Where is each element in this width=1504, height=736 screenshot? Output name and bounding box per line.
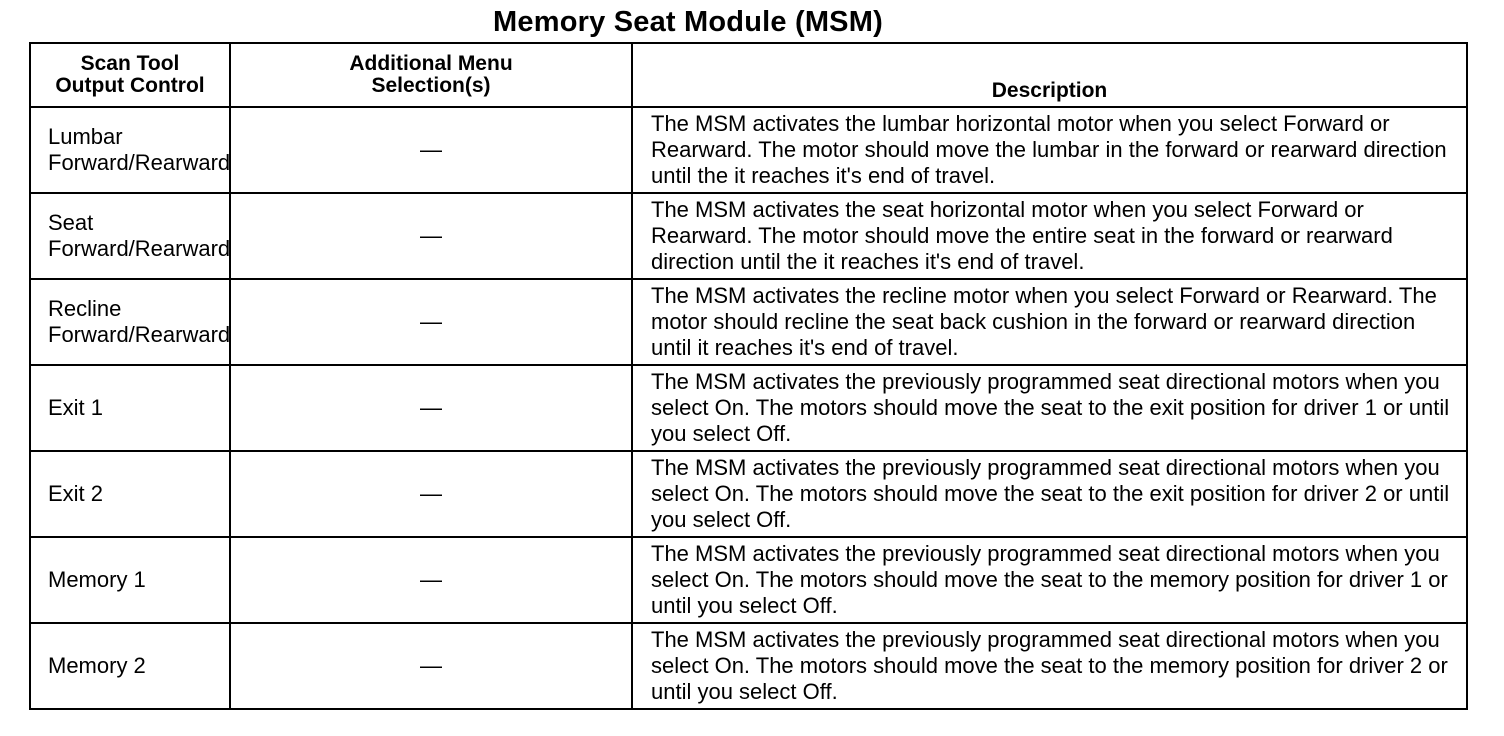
output-control-cell: Exit 2	[30, 451, 230, 537]
output-control-cell: Seat Forward/Rearward	[30, 193, 230, 279]
description-cell: The MSM activates the lumbar horizontal motor when you select Forward or Rearward. The motor should move the lumbar in the forward or rearward direction until the it reaches it's end of travel.	[632, 107, 1467, 193]
additional-selection-cell: —	[230, 537, 632, 623]
header-scan-tool-output-control: Scan Tool Output Control	[30, 43, 230, 107]
description-cell: The MSM activates the recline motor when you select Forward or Rearward. The motor should recline the seat back cushion in the forward or rearward direction until it reaches it's end of travel.	[632, 279, 1467, 365]
msm-output-control-table	[29, 42, 1468, 710]
additional-selection-cell: —	[230, 279, 632, 365]
output-control-cell: Exit 1	[30, 365, 230, 451]
output-control-cell: Memory 1	[30, 537, 230, 623]
output-control-cell: Recline Forward/Rearward	[30, 279, 230, 365]
header-description: Description	[632, 43, 1467, 107]
additional-selection-cell: —	[230, 623, 632, 709]
description-cell: The MSM activates the seat horizontal motor when you select Forward or Rearward. The motor should move the entire seat in the forward or rearward direction until the it reaches it's end of travel.	[632, 193, 1467, 279]
additional-selection-cell: —	[230, 451, 632, 537]
description-cell: The MSM activates the previously programmed seat directional motors when you select On. The motors should move the seat to the memory position for driver 2 or until you select Off.	[632, 623, 1467, 709]
description-cell: The MSM activates the previously programmed seat directional motors when you select On. The motors should move the seat to the memory position for driver 1 or until you select Off.	[632, 537, 1467, 623]
table-row	[30, 537, 1467, 623]
table-row	[30, 451, 1467, 537]
table-row	[30, 193, 1467, 279]
table-row	[30, 279, 1467, 365]
table-row	[30, 107, 1467, 193]
table-row	[30, 623, 1467, 709]
description-cell: The MSM activates the previously programmed seat directional motors when you select On. The motors should move the seat to the exit position for driver 1 or until you select Off.	[632, 365, 1467, 451]
description-cell: The MSM activates the previously programmed seat directional motors when you select On. The motors should move the seat to the exit position for driver 2 or until you select Off.	[632, 451, 1467, 537]
output-control-cell: Memory 2	[30, 623, 230, 709]
additional-selection-cell: —	[230, 365, 632, 451]
additional-selection-cell: —	[230, 107, 632, 193]
additional-selection-cell: —	[230, 193, 632, 279]
header-additional-menu-selections: Additional Menu Selection(s)	[230, 43, 632, 107]
output-control-cell: Lumbar Forward/Rearward	[30, 107, 230, 193]
table-header-row	[30, 43, 1467, 107]
table-row	[30, 365, 1467, 451]
page-title: Memory Seat Module (MSM)	[493, 6, 883, 38]
